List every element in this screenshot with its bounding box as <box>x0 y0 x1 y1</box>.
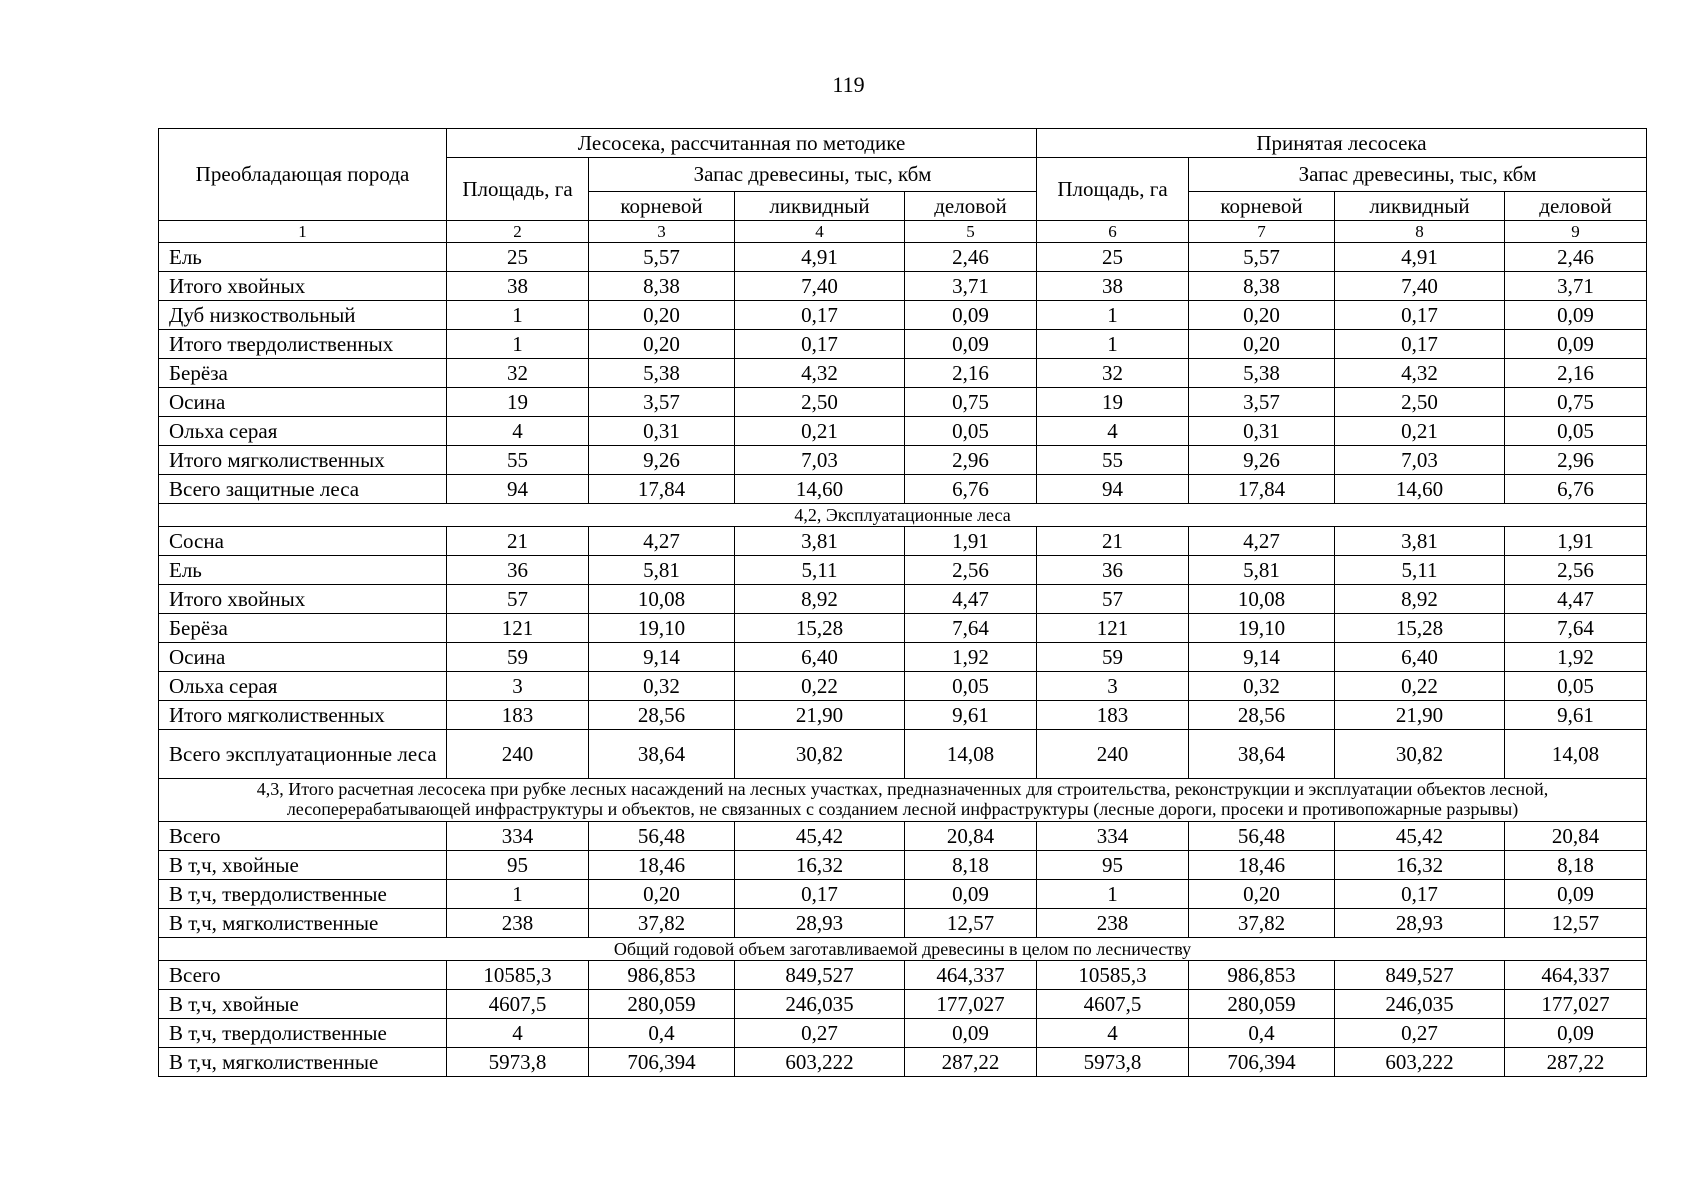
table-row <box>159 990 1647 1019</box>
table-row <box>159 730 1647 779</box>
table-row <box>159 301 1647 330</box>
value-cell: 4 <box>1037 417 1189 446</box>
species-cell: Сосна <box>159 527 447 556</box>
header-root-accepted: корневой <box>1189 192 1335 221</box>
value-cell: 5,38 <box>589 359 735 388</box>
value-cell: 246,035 <box>735 990 905 1019</box>
value-cell: 706,394 <box>589 1048 735 1077</box>
species-cell: Всего защитные леса <box>159 475 447 504</box>
header-business-accepted: деловой <box>1505 192 1647 221</box>
value-cell: 0,05 <box>1505 672 1647 701</box>
column-index: 8 <box>1335 221 1505 243</box>
value-cell: 0,09 <box>1505 330 1647 359</box>
value-cell: 59 <box>1037 643 1189 672</box>
header-calc-group: Лесосека, рассчитанная по методике <box>447 129 1037 158</box>
value-cell: 94 <box>1037 475 1189 504</box>
value-cell: 10585,3 <box>447 961 589 990</box>
value-cell: 238 <box>1037 909 1189 938</box>
value-cell: 0,09 <box>905 880 1037 909</box>
species-cell: В т,ч, мягколиственные <box>159 1048 447 1077</box>
section-title-row <box>159 504 1647 527</box>
value-cell: 28,56 <box>589 701 735 730</box>
value-cell: 57 <box>447 585 589 614</box>
value-cell: 2,96 <box>905 446 1037 475</box>
value-cell: 1 <box>1037 301 1189 330</box>
value-cell: 38,64 <box>589 730 735 779</box>
value-cell: 3,57 <box>589 388 735 417</box>
value-cell: 2,46 <box>1505 243 1647 272</box>
value-cell: 19,10 <box>589 614 735 643</box>
value-cell: 25 <box>447 243 589 272</box>
column-index: 4 <box>735 221 905 243</box>
column-index: 5 <box>905 221 1037 243</box>
species-cell: В т,ч, твердолиственные <box>159 1019 447 1048</box>
value-cell: 1 <box>447 880 589 909</box>
value-cell: 280,059 <box>589 990 735 1019</box>
value-cell: 1,91 <box>1505 527 1647 556</box>
value-cell: 7,64 <box>1505 614 1647 643</box>
table-row <box>159 359 1647 388</box>
value-cell: 55 <box>1037 446 1189 475</box>
value-cell: 17,84 <box>1189 475 1335 504</box>
value-cell: 986,853 <box>589 961 735 990</box>
table-row <box>159 556 1647 585</box>
value-cell: 240 <box>1037 730 1189 779</box>
value-cell: 9,14 <box>1189 643 1335 672</box>
value-cell: 4 <box>447 417 589 446</box>
value-cell: 1 <box>447 301 589 330</box>
value-cell: 5,57 <box>1189 243 1335 272</box>
value-cell: 12,57 <box>905 909 1037 938</box>
value-cell: 464,337 <box>1505 961 1647 990</box>
column-index-row <box>159 221 1647 243</box>
value-cell: 3,81 <box>1335 527 1505 556</box>
section-title-line: 4,3, Итого расчетная лесосека при рубке лесных насаждений на лесных участках, предназначенных для строительства, реконструкции и эксплуатации объектов лесной, <box>256 779 1549 800</box>
value-cell: 238 <box>447 909 589 938</box>
page-number: 119 <box>832 72 865 97</box>
value-cell: 0,09 <box>905 301 1037 330</box>
header-accepted-group: Принятая лесосека <box>1037 129 1647 158</box>
column-index: 7 <box>1189 221 1335 243</box>
table-body <box>159 221 1647 1077</box>
value-cell: 177,027 <box>905 990 1037 1019</box>
species-cell: Ель <box>159 556 447 585</box>
value-cell: 0,17 <box>1335 301 1505 330</box>
value-cell: 8,92 <box>1335 585 1505 614</box>
value-cell: 121 <box>1037 614 1189 643</box>
value-cell: 183 <box>447 701 589 730</box>
value-cell: 183 <box>1037 701 1189 730</box>
value-cell: 30,82 <box>735 730 905 779</box>
table-row <box>159 1019 1647 1048</box>
table-row <box>159 475 1647 504</box>
value-cell: 0,20 <box>589 301 735 330</box>
table-row <box>159 1048 1647 1077</box>
value-cell: 0,17 <box>1335 330 1505 359</box>
value-cell: 20,84 <box>905 822 1037 851</box>
species-cell: Всего <box>159 822 447 851</box>
value-cell: 8,92 <box>735 585 905 614</box>
value-cell: 19,10 <box>1189 614 1335 643</box>
value-cell: 240 <box>447 730 589 779</box>
value-cell: 287,22 <box>905 1048 1037 1077</box>
value-cell: 14,60 <box>735 475 905 504</box>
value-cell: 6,76 <box>905 475 1037 504</box>
section-title <box>159 779 1647 822</box>
column-index: 3 <box>589 221 735 243</box>
value-cell: 14,60 <box>1335 475 1505 504</box>
value-cell: 177,027 <box>1505 990 1647 1019</box>
value-cell: 849,527 <box>735 961 905 990</box>
value-cell: 18,46 <box>1189 851 1335 880</box>
value-cell: 6,40 <box>1335 643 1505 672</box>
value-cell: 7,40 <box>1335 272 1505 301</box>
value-cell: 3,71 <box>905 272 1037 301</box>
table-row <box>159 909 1647 938</box>
value-cell: 5,81 <box>1189 556 1335 585</box>
header-business-calc: деловой <box>905 192 1037 221</box>
value-cell: 6,40 <box>735 643 905 672</box>
value-cell: 4 <box>1037 1019 1189 1048</box>
value-cell: 0,05 <box>905 417 1037 446</box>
value-cell: 19 <box>1037 388 1189 417</box>
value-cell: 28,56 <box>1189 701 1335 730</box>
value-cell: 0,31 <box>589 417 735 446</box>
table-row <box>159 643 1647 672</box>
table-row <box>159 880 1647 909</box>
species-cell: Ольха серая <box>159 417 447 446</box>
species-cell: Итого мягколиственных <box>159 701 447 730</box>
forest-cutting-table <box>158 128 1647 1077</box>
value-cell: 10585,3 <box>1037 961 1189 990</box>
value-cell: 0,05 <box>1505 417 1647 446</box>
value-cell: 37,82 <box>1189 909 1335 938</box>
header-area-calc: Площадь, га <box>447 158 589 221</box>
value-cell: 10,08 <box>589 585 735 614</box>
value-cell: 4,91 <box>1335 243 1505 272</box>
value-cell: 20,84 <box>1505 822 1647 851</box>
header-root-calc: корневой <box>589 192 735 221</box>
value-cell: 21 <box>1037 527 1189 556</box>
section-title <box>159 938 1647 961</box>
value-cell: 3 <box>447 672 589 701</box>
value-cell: 12,57 <box>1505 909 1647 938</box>
column-index: 1 <box>159 221 447 243</box>
value-cell: 4607,5 <box>447 990 589 1019</box>
section-title-line: 4,2, Эксплуатационные леса <box>794 504 1011 525</box>
value-cell: 14,08 <box>905 730 1037 779</box>
header-area-accepted: Площадь, га <box>1037 158 1189 221</box>
value-cell: 0,05 <box>905 672 1037 701</box>
species-cell: Итого твердолиственных <box>159 330 447 359</box>
value-cell: 7,40 <box>735 272 905 301</box>
column-index: 9 <box>1505 221 1647 243</box>
value-cell: 9,26 <box>589 446 735 475</box>
value-cell: 94 <box>447 475 589 504</box>
value-cell: 0,20 <box>589 330 735 359</box>
value-cell: 7,64 <box>905 614 1037 643</box>
value-cell: 4,47 <box>905 585 1037 614</box>
value-cell: 14,08 <box>1505 730 1647 779</box>
table-row <box>159 417 1647 446</box>
table-row <box>159 961 1647 990</box>
value-cell: 45,42 <box>1335 822 1505 851</box>
value-cell: 464,337 <box>905 961 1037 990</box>
value-cell: 95 <box>447 851 589 880</box>
value-cell: 5973,8 <box>447 1048 589 1077</box>
value-cell: 5,81 <box>589 556 735 585</box>
species-cell: Осина <box>159 643 447 672</box>
value-cell: 0,32 <box>1189 672 1335 701</box>
species-cell: Итого хвойных <box>159 272 447 301</box>
header-liquid-calc: ликвидный <box>735 192 905 221</box>
value-cell: 986,853 <box>1189 961 1335 990</box>
table-row <box>159 388 1647 417</box>
value-cell: 0,22 <box>1335 672 1505 701</box>
table-row <box>159 330 1647 359</box>
value-cell: 0,75 <box>1505 388 1647 417</box>
value-cell: 2,16 <box>1505 359 1647 388</box>
table-row <box>159 851 1647 880</box>
value-cell: 28,93 <box>1335 909 1505 938</box>
species-cell: В т,ч, хвойные <box>159 990 447 1019</box>
table-row <box>159 614 1647 643</box>
table-row <box>159 822 1647 851</box>
value-cell: 603,222 <box>1335 1048 1505 1077</box>
value-cell: 287,22 <box>1505 1048 1647 1077</box>
value-cell: 2,96 <box>1505 446 1647 475</box>
value-cell: 59 <box>447 643 589 672</box>
value-cell: 21,90 <box>1335 701 1505 730</box>
header-species: Преобладающая порода <box>159 129 447 221</box>
value-cell: 15,28 <box>735 614 905 643</box>
value-cell: 9,14 <box>589 643 735 672</box>
value-cell: 1 <box>447 330 589 359</box>
value-cell: 121 <box>447 614 589 643</box>
value-cell: 3,81 <box>735 527 905 556</box>
value-cell: 0,17 <box>735 301 905 330</box>
value-cell: 18,46 <box>589 851 735 880</box>
value-cell: 5,57 <box>589 243 735 272</box>
value-cell: 0,4 <box>1189 1019 1335 1048</box>
value-cell: 7,03 <box>735 446 905 475</box>
value-cell: 0,09 <box>905 330 1037 359</box>
value-cell: 1,92 <box>905 643 1037 672</box>
species-cell: Ель <box>159 243 447 272</box>
value-cell: 0,22 <box>735 672 905 701</box>
value-cell: 0,17 <box>735 880 905 909</box>
value-cell: 95 <box>1037 851 1189 880</box>
value-cell: 9,61 <box>905 701 1037 730</box>
table-row <box>159 446 1647 475</box>
value-cell: 0,17 <box>1335 880 1505 909</box>
value-cell: 334 <box>1037 822 1189 851</box>
value-cell: 280,059 <box>1189 990 1335 1019</box>
value-cell: 37,82 <box>589 909 735 938</box>
value-cell: 9,61 <box>1505 701 1647 730</box>
value-cell: 57 <box>1037 585 1189 614</box>
species-cell: Осина <box>159 388 447 417</box>
value-cell: 9,26 <box>1189 446 1335 475</box>
value-cell: 0,4 <box>589 1019 735 1048</box>
value-cell: 56,48 <box>1189 822 1335 851</box>
species-cell: В т,ч, твердолиственные <box>159 880 447 909</box>
species-cell: Всего эксплуатационные леса <box>159 730 447 779</box>
species-cell: Итого хвойных <box>159 585 447 614</box>
value-cell: 0,20 <box>1189 880 1335 909</box>
value-cell: 0,21 <box>735 417 905 446</box>
value-cell: 16,32 <box>1335 851 1505 880</box>
value-cell: 4607,5 <box>1037 990 1189 1019</box>
section-title-row <box>159 938 1647 961</box>
value-cell: 0,31 <box>1189 417 1335 446</box>
table-row <box>159 272 1647 301</box>
value-cell: 25 <box>1037 243 1189 272</box>
value-cell: 0,75 <box>905 388 1037 417</box>
value-cell: 38 <box>1037 272 1189 301</box>
table-row <box>159 243 1647 272</box>
value-cell: 17,84 <box>589 475 735 504</box>
value-cell: 0,27 <box>735 1019 905 1048</box>
species-cell: Берёза <box>159 614 447 643</box>
value-cell: 0,20 <box>1189 301 1335 330</box>
value-cell: 2,50 <box>1335 388 1505 417</box>
value-cell: 0,09 <box>1505 301 1647 330</box>
value-cell: 4,32 <box>735 359 905 388</box>
value-cell: 5,38 <box>1189 359 1335 388</box>
species-cell: Дуб низкоствольный <box>159 301 447 330</box>
value-cell: 45,42 <box>735 822 905 851</box>
value-cell: 2,50 <box>735 388 905 417</box>
table-row <box>159 701 1647 730</box>
value-cell: 36 <box>447 556 589 585</box>
value-cell: 36 <box>1037 556 1189 585</box>
value-cell: 0,09 <box>1505 1019 1647 1048</box>
value-cell: 0,20 <box>1189 330 1335 359</box>
value-cell: 32 <box>447 359 589 388</box>
value-cell: 0,20 <box>589 880 735 909</box>
value-cell: 1 <box>1037 330 1189 359</box>
value-cell: 0,17 <box>735 330 905 359</box>
value-cell: 2,16 <box>905 359 1037 388</box>
table-row <box>159 672 1647 701</box>
value-cell: 0,09 <box>1505 880 1647 909</box>
species-cell: Итого мягколиственных <box>159 446 447 475</box>
table-row <box>159 527 1647 556</box>
value-cell: 603,222 <box>735 1048 905 1077</box>
value-cell: 30,82 <box>1335 730 1505 779</box>
value-cell: 5,11 <box>735 556 905 585</box>
section-title-line: лесоперерабатывающей инфраструктуры и объектов, не связанных с созданием лесной инфраструктуры (лесные дороги, просеки и противопожарные разрывы) <box>286 799 1519 819</box>
value-cell: 4,32 <box>1335 359 1505 388</box>
value-cell: 56,48 <box>589 822 735 851</box>
value-cell: 21 <box>447 527 589 556</box>
value-cell: 8,38 <box>1189 272 1335 301</box>
value-cell: 0,21 <box>1335 417 1505 446</box>
value-cell: 3 <box>1037 672 1189 701</box>
value-cell: 32 <box>1037 359 1189 388</box>
value-cell: 55 <box>447 446 589 475</box>
value-cell: 2,56 <box>905 556 1037 585</box>
value-cell: 8,38 <box>589 272 735 301</box>
column-index: 6 <box>1037 221 1189 243</box>
value-cell: 3,71 <box>1505 272 1647 301</box>
species-cell: Ольха серая <box>159 672 447 701</box>
value-cell: 0,27 <box>1335 1019 1505 1048</box>
species-cell: В т,ч, хвойные <box>159 851 447 880</box>
value-cell: 849,527 <box>1335 961 1505 990</box>
species-cell: В т,ч, мягколиственные <box>159 909 447 938</box>
header-stock-calc: Запас древесины, тыс, кбм <box>589 158 1037 192</box>
value-cell: 6,76 <box>1505 475 1647 504</box>
table-row <box>159 585 1647 614</box>
value-cell: 19 <box>447 388 589 417</box>
value-cell: 4,27 <box>1189 527 1335 556</box>
value-cell: 5973,8 <box>1037 1048 1189 1077</box>
value-cell: 10,08 <box>1189 585 1335 614</box>
column-index: 2 <box>447 221 589 243</box>
value-cell: 28,93 <box>735 909 905 938</box>
value-cell: 334 <box>447 822 589 851</box>
header-stock-accepted: Запас древесины, тыс, кбм <box>1189 158 1647 192</box>
value-cell: 706,394 <box>1189 1048 1335 1077</box>
value-cell: 1,92 <box>1505 643 1647 672</box>
value-cell: 0,09 <box>905 1019 1037 1048</box>
value-cell: 2,56 <box>1505 556 1647 585</box>
section-title-line: Общий годовой объем заготавливаемой древесины в целом по лесничеству <box>613 938 1192 959</box>
value-cell: 7,03 <box>1335 446 1505 475</box>
value-cell: 3,57 <box>1189 388 1335 417</box>
value-cell: 0,32 <box>589 672 735 701</box>
value-cell: 38,64 <box>1189 730 1335 779</box>
value-cell: 16,32 <box>735 851 905 880</box>
value-cell: 4 <box>447 1019 589 1048</box>
value-cell: 8,18 <box>1505 851 1647 880</box>
value-cell: 5,11 <box>1335 556 1505 585</box>
value-cell: 15,28 <box>1335 614 1505 643</box>
value-cell: 21,90 <box>735 701 905 730</box>
value-cell: 1,91 <box>905 527 1037 556</box>
section-title-row <box>159 779 1647 822</box>
value-cell: 4,27 <box>589 527 735 556</box>
table-header <box>159 129 1647 221</box>
value-cell: 38 <box>447 272 589 301</box>
header-liquid-accepted: ликвидный <box>1335 192 1505 221</box>
section-title <box>159 504 1647 527</box>
value-cell: 246,035 <box>1335 990 1505 1019</box>
species-cell: Берёза <box>159 359 447 388</box>
value-cell: 2,46 <box>905 243 1037 272</box>
value-cell: 8,18 <box>905 851 1037 880</box>
value-cell: 1 <box>1037 880 1189 909</box>
value-cell: 4,47 <box>1505 585 1647 614</box>
value-cell: 4,91 <box>735 243 905 272</box>
species-cell: Всего <box>159 961 447 990</box>
